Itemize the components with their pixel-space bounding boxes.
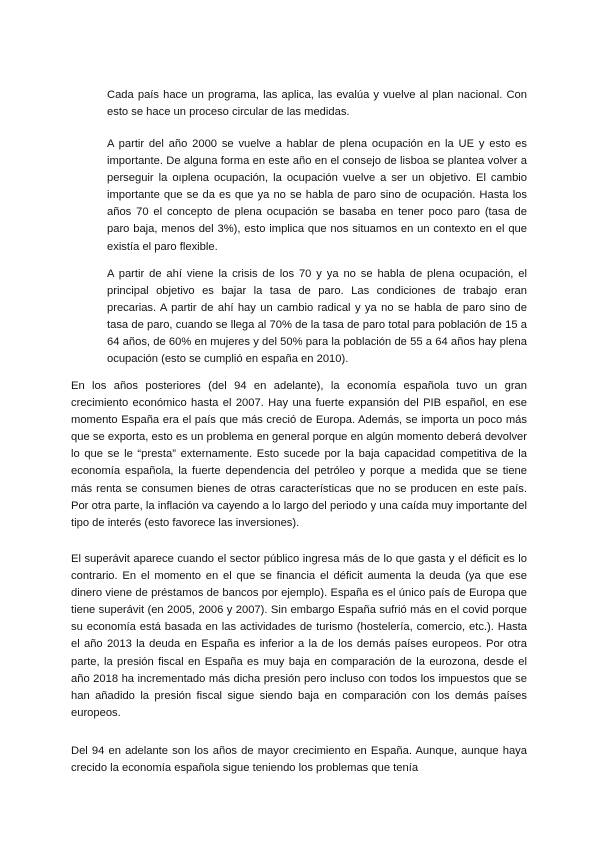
paragraph-surplus-deficit: El superávit aparece cuando el sector público ingresa más de lo que gasta y el déficit es lo contrario. En el momento en el que se financia el déficit aumenta la deuda (ya que ese dinero viene de préstamos de bancos por ejemplo). España es el único país de Europa que tiene superávit (en 2005, 2006 y 2007). Sin embargo España sufrió más en el covid porque su economía está basada en las actividades de turismo (hostelería, comercio, etc.). Hasta el año 2013 la deuda en España es inferior a la de los demás países europeos. Por otra parte, la presión fiscal en España es muy baja en comparación de la eurozona, desde el año 2018 ha incrementado más dicha presión pero incluso con todos los impuestos que se han añadido la presión fiscal sigue siendo baja en comparación con los demás países europeos. (71, 553, 527, 719)
paragraph-growth-problems: Del 94 en adelante son los años de mayor crecimiento en España. Aunque, aunque haya crecido la economía española sigue teniendo los problemas que tenía (71, 745, 527, 775)
paragraph-full-employment-2000: A partir del año 2000 se vuelve a hablar de plena ocupación en la UE y esto es importante. De alguna forma en este año en el consejo de lisboa se plantea volver a perseguir la oıplena ocupación, la ocupación vuelve a ser un objetivo. El cambio importante que se da es que ya no se habla de paro sino de ocupación. Hasta los años 70 el concepto de plena ocupación se basaba en tener poco paro (tasa de paro baja, menos del 3%), esto implica que nos situamos en un contexto en el que existía el paro flexible. (107, 138, 527, 253)
paragraph-national-plan-cycle: Cada país hace un programa, las aplica, las evalúa y vuelve al plan nacional. Con esto se hace un proceso circular de las medidas. (107, 89, 527, 119)
paragraph-economic-growth-94: En los años posteriores (del 94 en adelante), la economía española tuvo un gran crecimiento económico hasta el 2007. Hay una fuerte expansión del PIB español, en ese momento España era el país que más creció de Europa. Además, se importa un poco más que se exporta, esto es un problema en general porque en algún momento deberá devolver lo que se le “presta” externamente. Esto sucede por la baja capacidad competitiva de la economía española, la fuerte dependencia del petróleo y porque a medida que se tiene más renta se consumen bienes de otras características que no se producen en este país. Por otra parte, la inflación va cayendo a lo largo del periodo y una caída muy importante del tipo de interés (esto favorece las inversiones). (71, 380, 527, 529)
paragraph-crisis-70s: A partir de ahí viene la crisis de los 70 y ya no se habla de plena ocupación, el principal objetivo es bajar la tasa de paro. Las condiciones de trabajo eran precarias. A partir de ahí hay un cambio radical y ya no se habla de paro sino de tasa de paro, cuando se llega al 70% de la tasa de paro total para población de 15 a 64 años, de 60% en mujeres y del 50% para la población de 55 a 64 años hay plena ocupación (esto se cumplió en españa en 2010). (107, 268, 527, 366)
